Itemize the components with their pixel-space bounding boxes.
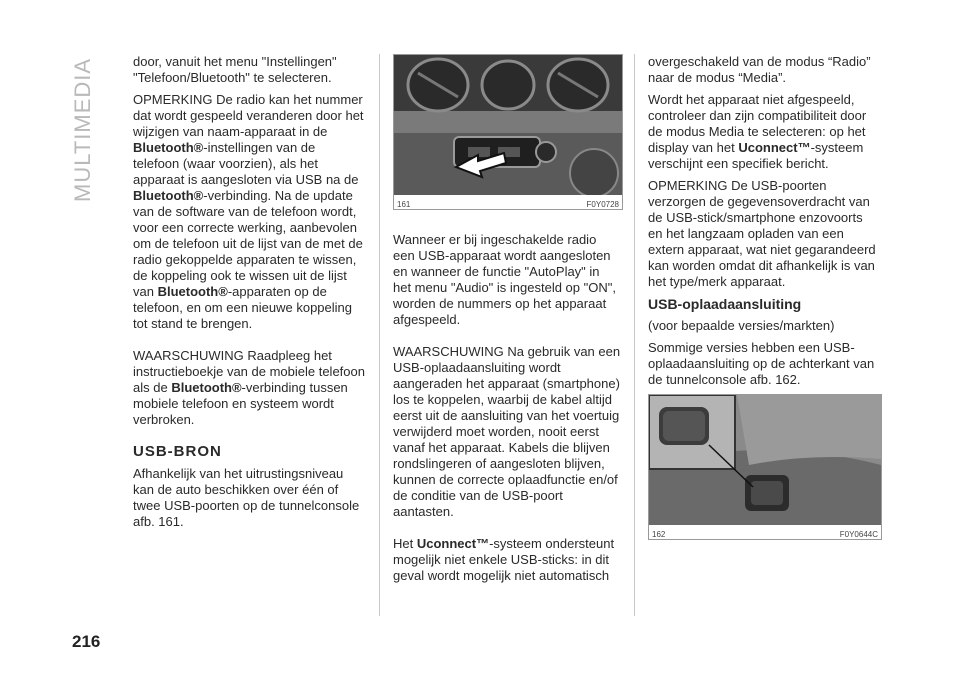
column-1 (133, 54, 365, 536)
column-3 (648, 54, 880, 560)
warning-paragraph: WAARSCHUWING Na gebruik van een USB-oplaadaansluiting wordt aangeraden het apparaat (smartphone) los te koppelen, waarbij de kabel altijd eerst uit de aansluiting van het voertuig verwijderd moet worden, nooit eerst vanaf het apparaat. Kabels die blijven rondslingeren of aangesloten blijven, kunnen de correcte oplaadfunctie en/of de conditie van de USB-poort aantasten. (393, 344, 621, 519)
paragraph: Het Uconnect™-systeem ondersteunt mogelijk niet enkele USB-sticks: in dit geval wordt mogelijk niet automatisch (393, 536, 615, 583)
figure-161-number: 161 (397, 200, 411, 209)
paragraph: Wordt het apparaat niet afgespeeld, controleer dan zijn compatibiliteit door de modus Media te selecteren: op het display van het Uconnect™-systeem verschijnt een specifiek bericht. (648, 92, 867, 171)
figure-162 (648, 394, 882, 540)
column-divider-2 (634, 54, 635, 616)
page-number: 216 (72, 632, 101, 651)
figure-162-photo (649, 395, 881, 525)
heading-usb-bron: USB-BRON (133, 443, 222, 460)
heading-usb-oplaadaansluiting: USB-oplaadaansluiting (648, 296, 802, 312)
figure-161-photo (394, 55, 622, 195)
paragraph: Sommige versies hebben een USB-oplaadaansluiting op de achterkant van de tunnelconsole afb. 162. (648, 340, 875, 387)
warning-paragraph: WAARSCHUWING Raadpleeg het instructieboekje van de mobiele telefoon als de Bluetooth®-verbinding tussen mobiele telefoon en systeem wordt verbroken. (133, 348, 365, 427)
column-divider-1 (379, 54, 380, 616)
figure-161 (393, 54, 623, 210)
figure-161-code: F0Y0728 (586, 200, 619, 209)
paragraph: overgeschakeld van de modus “Radio” naar de modus “Media”. (648, 54, 871, 85)
section-title (70, 52, 130, 202)
paragraph: Wanneer er bij ingeschakelde radio een USB-apparaat wordt aangesloten en wanneer de functie "AutoPlay" in het menu "Audio" is ingesteld op "ON", worden de nummers op het apparaat afgespeeld. (393, 232, 616, 327)
note-paragraph: OPMERKING De radio kan het nummer dat wordt gespeeld veranderen door het wijzigen van naam-apparaat in de Bluetooth®-instellingen van de telefoon (waar voorzien), als het apparaat is aangesloten via USB na de Bluetooth®-verbinding. Na de update van de software van de telefoon wordt, voor een correcte werking, aanbevolen om de telefoon uit de lijst van de met de radio gekoppelde apparaten te wissen, de koppeling ook te wissen uit de lijst van Bluetooth®-apparaten op de telefoon, en om een nieuwe koppeling tot stand te brengen. (133, 92, 364, 331)
section-title-text: MULTIMEDIA (70, 57, 95, 202)
column-2 (393, 54, 621, 590)
note-paragraph: OPMERKING De USB-poorten verzorgen de gegevensoverdracht van de USB-stick/smartphone enzovoorts en het langzaam opladen van een extern apparaat, wat niet gegarandeerd kan worden omdat dit afhankelijk is van het type/merk apparaat. (648, 178, 876, 289)
paragraph: Afhankelijk van het uitrustingsniveau kan de auto beschikken over één of twee USB-poorten op de tunnelconsole afb. 161. (133, 466, 360, 529)
figure-162-code: F0Y0644C (839, 530, 878, 539)
figure-162-number: 162 (652, 530, 666, 539)
subheading: (voor bepaalde versies/markten) (648, 318, 835, 333)
paragraph: door, vanuit het menu "Instellingen" "Telefoon/Bluetooth" te selecteren. (133, 54, 337, 85)
